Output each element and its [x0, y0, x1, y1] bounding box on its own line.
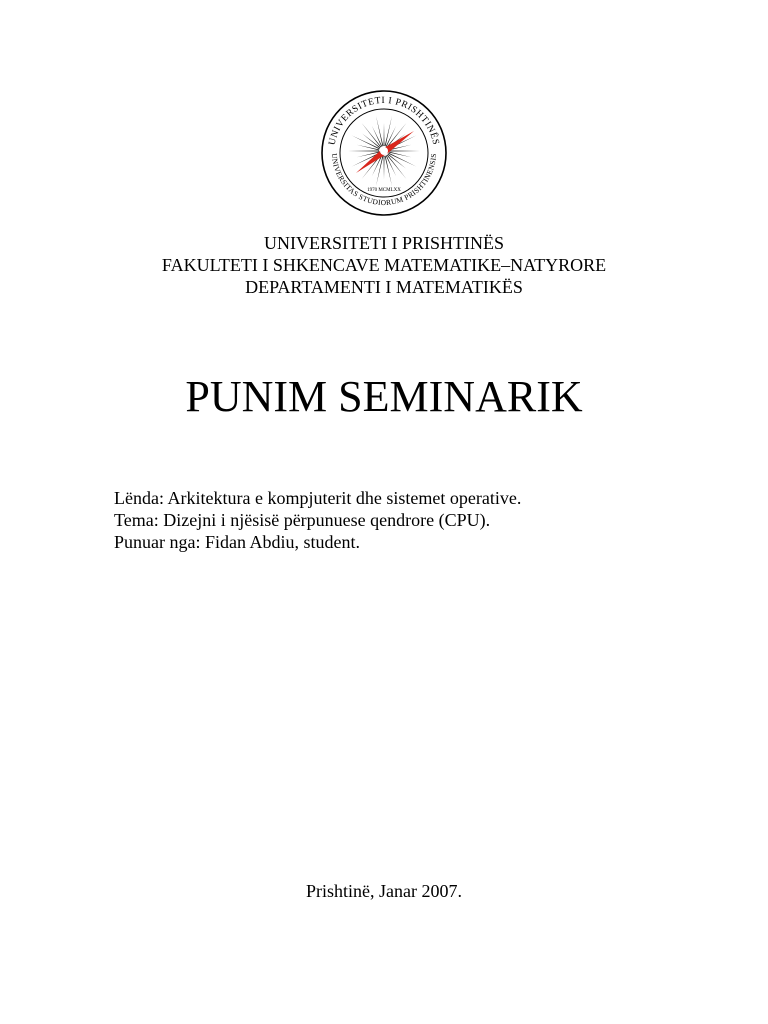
university-seal [319, 88, 449, 218]
university-name: UNIVERSITETI I PRISHTINËS [264, 233, 504, 253]
seal-outer-text: UNIVERSITETI I PRISHTINËS [327, 95, 441, 147]
subject-line: Lënda: Arkitektura e kompjuterit dhe sistemet operative. [114, 488, 522, 508]
institution-header [0, 232, 768, 298]
department-name: DEPARTAMENTI I MATEMATIKËS [245, 277, 523, 297]
topic-line: Tema: Dizejni i njësisë përpunuese qendrore (CPU). [114, 510, 491, 530]
seal-year: 1970 MCMLXX [367, 188, 401, 193]
place-date: Prishtinë, Janar 2007. [306, 881, 462, 901]
seal-inner-text: UNIVERSITAS STUDIORUM PRISHTINENSIS [329, 152, 439, 208]
author-line: Punuar nga: Fidan Abdiu, student. [114, 532, 360, 552]
seal-star-icon [348, 116, 420, 186]
document-info [114, 487, 521, 553]
faculty-name: FAKULTETI I SHKENCAVE MATEMATIKE–NATYRORE [161, 255, 607, 275]
document-title: PUNIM SEMINARIK [185, 372, 583, 421]
